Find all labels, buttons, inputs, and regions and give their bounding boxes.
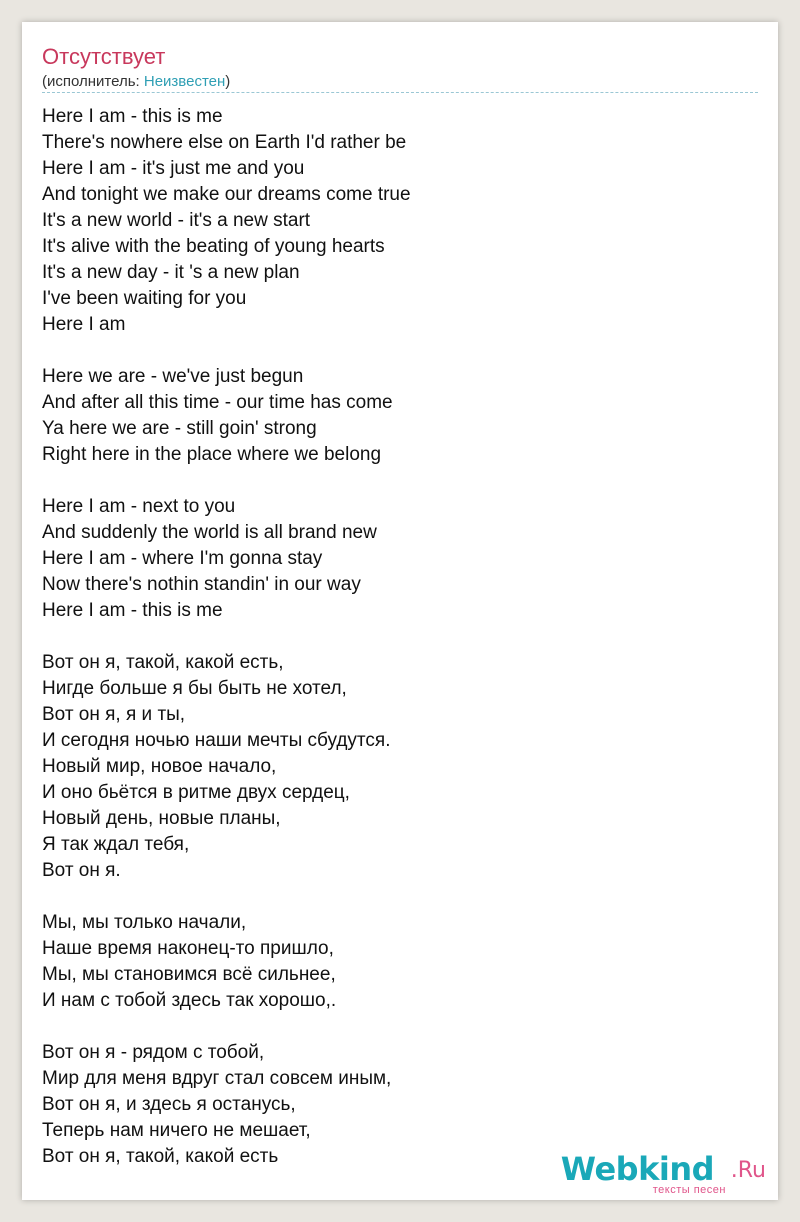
lyric-line: Now there's nothin standin' in our way — [42, 574, 361, 595]
stanza-gap — [42, 884, 758, 910]
logo-tagline: тексты песен — [652, 1184, 726, 1196]
song-title: Отсутствует — [42, 44, 166, 69]
lyric-line: Наше время наконец-то пришло, — [42, 938, 334, 959]
logo-word: Webkind — [560, 1150, 714, 1188]
lyric-line: Here I am - next to you — [42, 496, 236, 517]
lyric-line: Новый мир, новое начало, — [42, 756, 277, 777]
lyric-line: Here I am - this is me — [42, 106, 223, 127]
lyric-line: Here I am - this is me — [42, 600, 223, 621]
lyric-line: Мы, мы только начали, — [42, 912, 247, 933]
lyric-line: There's nowhere else on Earth I'd rather be — [42, 132, 407, 153]
lyrics-card — [22, 22, 778, 1200]
lyric-line: And suddenly the world is all brand new — [42, 522, 377, 543]
lyric-line: Вот он я, и здесь я останусь, — [42, 1094, 296, 1115]
artist-prefix: (исполнитель: — [42, 73, 144, 90]
lyric-line: И сегодня ночью наши мечты сбудутся. — [42, 730, 391, 751]
stanza-gap — [42, 1014, 758, 1040]
stanza-gap — [42, 624, 758, 650]
lyric-line: And tonight we make our dreams come true — [42, 184, 411, 205]
stanza-gap — [42, 338, 758, 364]
lyric-line: Вот он я, такой, какой есть — [42, 1146, 279, 1167]
stanza-gap — [42, 468, 758, 494]
lyric-line: Вот он я, я и ты, — [42, 704, 186, 725]
lyric-line: It's alive with the beating of young hearts — [42, 236, 385, 257]
title-divider — [42, 92, 758, 93]
lyric-line: I've been waiting for you — [42, 288, 247, 309]
lyric-line: И нам с тобой здесь так хорошо,. — [42, 990, 337, 1011]
lyric-line: Вот он я. — [42, 860, 121, 881]
lyric-line: Вот он я - рядом с тобой, — [42, 1042, 265, 1063]
artist-suffix: ) — [225, 73, 231, 90]
lyric-line: И оно бьётся в ритме двух сердец, — [42, 782, 350, 803]
lyric-line: Here I am - it's just me and you — [42, 158, 305, 179]
logo-tld: .Ru — [730, 1158, 766, 1183]
lyric-line: Мы, мы становимся всё сильнее, — [42, 964, 336, 985]
lyric-line: Here I am — [42, 314, 126, 335]
lyric-line: And after all this time - our time has come — [42, 392, 393, 413]
lyric-line: It's a new day - it 's a new plan — [42, 262, 300, 283]
lyric-line: Ya here we are - still goin' strong — [42, 418, 317, 439]
lyric-line: Мир для меня вдруг стал совсем иным, — [42, 1068, 392, 1089]
lyric-line: Я так ждал тебя, — [42, 834, 190, 855]
webkind-logo[interactable] — [560, 1150, 772, 1198]
lyrics-text — [42, 104, 758, 1170]
lyric-line: Right here in the place where we belong — [42, 444, 382, 465]
lyric-line: Here I am - where I'm gonna stay — [42, 548, 323, 569]
lyric-line: It's a new world - it's a new start — [42, 210, 311, 231]
lyric-line: Вот он я, такой, какой есть, — [42, 652, 284, 673]
lyric-line: Теперь нам ничего не мешает, — [42, 1120, 311, 1141]
artist-line — [42, 72, 230, 92]
lyric-line: Новый день, новые планы, — [42, 808, 281, 829]
artist-link[interactable]: Неизвестен — [143, 73, 226, 90]
lyric-line: Нигде больше я бы быть не хотел, — [42, 678, 347, 699]
lyric-line: Here we are - we've just begun — [42, 366, 304, 387]
